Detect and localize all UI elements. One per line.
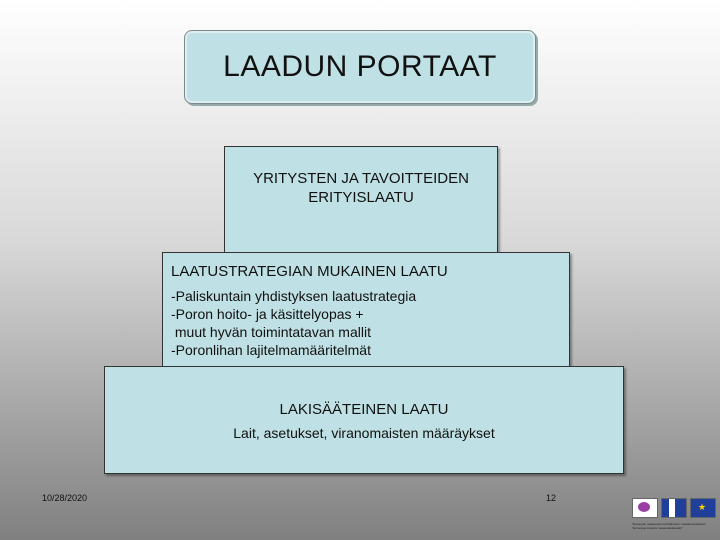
- finnish-flag-logo: [661, 498, 687, 518]
- footer-small-text: [632, 522, 716, 530]
- footer-small-text-line1: "Euroopan maaseudun kehittämisen maatalousrahasto": [632, 522, 707, 526]
- level-bottom-subtext: Lait, asetukset, viranomaisten määräykset: [233, 425, 495, 441]
- level-top-heading-line1: YRITYSTEN JA TAVOITTEIDEN: [253, 170, 469, 187]
- level-bottom-box: [104, 366, 624, 474]
- list-item: -Poron hoito- ja käsittelyopas +: [171, 306, 364, 322]
- level-middle-heading: LAATUSTRATEGIAN MUKAINEN LAATU: [171, 263, 448, 280]
- level-middle-list: [171, 287, 416, 359]
- level-top-box: [224, 146, 498, 260]
- level-top-heading: [225, 169, 497, 207]
- footer-small-text-line2: "Eurooppa investoi maaseutualueisiin": [632, 526, 683, 530]
- purple-emblem-logo: [632, 498, 658, 518]
- title-box: [184, 30, 536, 104]
- level-middle-box: [162, 252, 570, 372]
- list-item: -Paliskuntain yhdistyksen laatustrategia: [171, 288, 417, 304]
- footer-date: 10/28/2020: [42, 493, 88, 503]
- level-bottom-heading: LAKISÄÄTEINEN LAATU: [279, 401, 449, 418]
- level-top-heading-line2: ERITYISLAATU: [308, 189, 414, 206]
- page-title: LAADUN PORTAAT: [223, 50, 497, 83]
- eu-flag-logo: [690, 498, 716, 518]
- list-item: muut hyvän toimintatavan mallit: [171, 324, 371, 340]
- list-item: -Poronlihan lajitelmamääritelmät: [171, 342, 371, 358]
- logo-strip: [632, 498, 716, 518]
- page-number: 12: [546, 493, 557, 503]
